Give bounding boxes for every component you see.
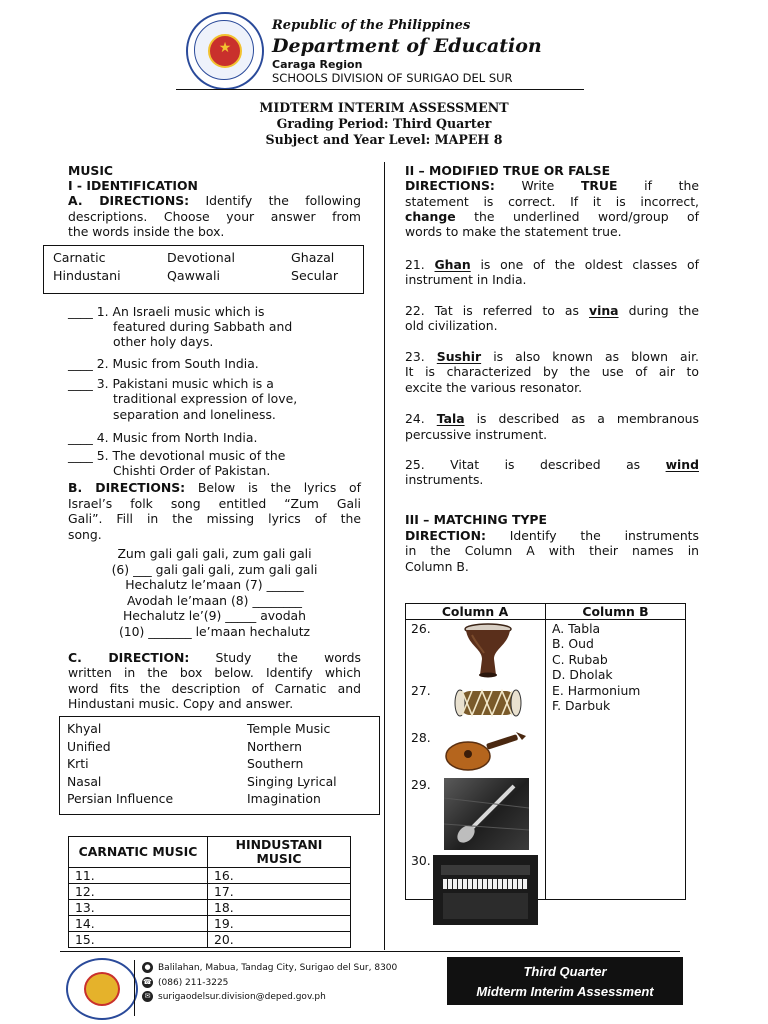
table-row (69, 916, 351, 932)
question-22: 22. Tat is referred to as vina during the (405, 303, 699, 318)
answer-cell[interactable]: 13. (69, 900, 208, 916)
question-21: 21. Ghan is one of the oldest classes of (405, 257, 699, 272)
word-bank-item: Northern (247, 738, 303, 754)
word-bank-box (59, 716, 380, 815)
word-choice-box (43, 245, 364, 294)
banner-line-1: Third Quarter (523, 964, 607, 979)
section-true-false: II – MODIFIED TRUE OR FALSE (405, 163, 611, 178)
directions-b-line2: Israel’s folk song entitled “Zum Gali (68, 496, 361, 511)
rubab-photo (444, 778, 529, 850)
word-choice: Hindustani (53, 268, 121, 284)
header-divider (176, 89, 584, 90)
footer-divider (60, 951, 680, 952)
exam-title: MIDTERM INTERIM ASSESSMENT (259, 100, 509, 115)
matching-directions-line2: in the Column A with their names in (405, 543, 699, 558)
matching-directions-line1: DIRECTION: Identify the instruments (405, 528, 699, 543)
word-choice: Qawwali (167, 268, 220, 284)
answer-cell[interactable]: 11. (69, 868, 208, 884)
dholak-drum-image (452, 683, 524, 723)
section-music: MUSIC (68, 163, 114, 178)
division-seal (66, 958, 138, 1020)
region-name: Caraga Region (272, 58, 363, 71)
answer-cell[interactable]: 15. (69, 932, 208, 948)
answer-cell[interactable]: 17. (208, 884, 351, 900)
question-1: ____ 1. An Israeli music which is (68, 304, 265, 319)
directions-b-line4: song. (68, 527, 102, 542)
question-5: ____ 5. The devotional music of the (68, 448, 286, 463)
republic-line: Republic of the Philippines (272, 18, 471, 33)
column-divider (384, 162, 385, 950)
item-number: 30. (411, 853, 431, 868)
table-row (69, 932, 351, 948)
question-21-cont: instrument in India. (405, 272, 527, 287)
tf-directions-line2: statement is correct. If it is incorrect, (405, 194, 699, 209)
section-matching: III – MATCHING TYPE (405, 512, 547, 527)
choice-item: B. Oud (552, 636, 594, 652)
answer-cell[interactable]: 12. (69, 884, 208, 900)
lyric-line: Hechalutz le’maan (7) ______ (125, 577, 304, 592)
directions-c-line2: written in the box below. Identify which (68, 665, 361, 680)
question-25-cont: instruments. (405, 472, 484, 487)
directions-b-line3: Gali”. Fill in the missing lyrics of the (68, 511, 361, 526)
choice-item: A. Tabla (552, 621, 601, 636)
question-23: 23. Sushir is also known as blown air. (405, 349, 699, 364)
word-bank-item: Krti (67, 756, 89, 772)
song-lyrics (68, 546, 361, 639)
word-choice: Devotional (167, 250, 235, 265)
answer-cell[interactable]: 20. (208, 932, 351, 948)
question-3-cont: traditional expression of love, (113, 391, 298, 406)
question-5-cont: Chishti Order of Pakistan. (113, 463, 271, 478)
question-23-cont: excite the various resonator. (405, 380, 583, 395)
word-bank-item: Nasal (67, 773, 102, 789)
word-bank-item: Temple Music (247, 721, 331, 736)
answer-table (68, 836, 351, 948)
directions-c-line4: Hindustani music. Copy and answer. (68, 696, 294, 711)
word-choice: Secular (291, 268, 339, 284)
table-header-carnatic: CARNATIC MUSIC (69, 837, 208, 868)
footer-email: ✉ surigaodelsur.division@deped.gov.ph (142, 991, 326, 1002)
word-bank-item: Southern (247, 756, 304, 772)
directions-a-line2: descriptions. Choose your answer from (68, 209, 361, 224)
table-header-hindustani: HINDUSTANI MUSIC (208, 837, 351, 868)
harmonium-photo (433, 855, 538, 925)
oud-lute-image (444, 728, 528, 772)
email-icon: ✉ (142, 991, 153, 1002)
question-1-cont: other holy days. (113, 334, 214, 349)
phone-icon: ☎ (143, 978, 152, 986)
department-name: Department of Education (272, 35, 542, 57)
choices-list (552, 621, 640, 713)
word-choice: Carnatic (53, 250, 106, 265)
question-4: ____ 4. Music from North India. (68, 430, 258, 445)
word-bank-item: Khyal (67, 721, 102, 736)
footer-phone: ☎ (086) 211-3225 (143, 977, 229, 988)
grading-period: Grading Period: Third Quarter (276, 116, 492, 131)
table-row (69, 900, 351, 916)
directions-c-line3: word fits the description of Carnatic and (68, 681, 361, 696)
lyric-line: (10) _______ le’maan hechalutz (118, 623, 311, 639)
footer-vertical-divider (134, 960, 135, 1016)
question-25: 25. Vitat is described as wind (405, 457, 699, 472)
word-bank-item: Imagination (247, 791, 321, 807)
choice-item: F. Darbuk (552, 698, 611, 714)
item-number: 29. (411, 777, 431, 792)
table-row (69, 868, 351, 884)
column-b-header: Column B (582, 604, 649, 619)
word-bank-item: Unified (67, 738, 111, 754)
question-24: 24. Tala is described as a membranous (405, 411, 699, 426)
question-23-cont: It is characterized by the use of air to (405, 364, 699, 379)
question-3: ____ 3. Pakistani music which is a (68, 376, 274, 391)
tf-directions-line1: DIRECTIONS: Write TRUE if the (405, 178, 699, 193)
location-icon: ● (142, 962, 153, 973)
answer-cell[interactable]: 19. (208, 916, 351, 932)
lyric-line: (6) ___ gali gali gali, zum gali gali (111, 561, 318, 577)
deped-seal: ★ (186, 12, 264, 90)
section-identification: I - IDENTIFICATION (68, 178, 198, 193)
column-a-header: Column A (441, 604, 509, 619)
question-24-cont: percussive instrument. (405, 427, 548, 442)
question-22-cont: old civilization. (405, 318, 498, 333)
question-3-cont: separation and loneliness. (113, 407, 276, 422)
darbuka-drum-image (458, 623, 518, 679)
word-choice: Ghazal (291, 250, 335, 265)
tf-directions-line3: change the underlined word/group of (405, 209, 699, 224)
banner-line-2: Midterm Interim Assessment (476, 984, 654, 999)
quarter-banner (447, 957, 683, 1005)
directions-c-line1: C. DIRECTION: Study the words (68, 650, 361, 665)
word-bank-item: Persian Influence (67, 791, 174, 807)
answer-cell[interactable]: 14. (69, 916, 208, 932)
division-name: SCHOOLS DIVISION OF SURIGAO DEL SUR (272, 71, 513, 85)
footer-address: ● Balilahan, Mabua, Tandag City, Surigao del Sur, 8300 (142, 962, 397, 973)
subject-level: Subject and Year Level: MAPEH 8 (265, 132, 503, 147)
item-number: 26. (411, 621, 431, 636)
question-2: ____ 2. Music from South India. (68, 356, 259, 371)
tf-directions-line4: words to make the statement true. (405, 224, 622, 239)
lyric-line: Avodah le’maan (8) ________ (126, 592, 303, 608)
directions-a-line1: A. DIRECTIONS: Identify the following (68, 193, 361, 208)
item-number: 27. (411, 683, 431, 698)
choice-item: C. Rubab (552, 651, 608, 667)
item-number: 28. (411, 730, 431, 745)
word-bank-item: Singing Lyrical (247, 773, 337, 789)
lyric-line: Hechalutz le’(9) _____ avodah (122, 608, 307, 623)
choice-item: E. Harmonium (552, 682, 641, 698)
answer-cell[interactable]: 16. (208, 868, 351, 884)
table-row (69, 884, 351, 900)
answer-cell[interactable]: 18. (208, 900, 351, 916)
matching-column-divider (545, 603, 546, 900)
choice-item: D. Dholak (552, 667, 613, 683)
lyric-line: Zum gali gali gali, zum gali gali (117, 546, 312, 561)
matching-directions-line3: Column B. (405, 559, 469, 574)
directions-b-line1: B. DIRECTIONS: Below is the lyrics of (68, 480, 361, 495)
directions-a-line3: the words inside the box. (68, 224, 225, 239)
question-1-cont: featured during Sabbath and (113, 319, 293, 334)
